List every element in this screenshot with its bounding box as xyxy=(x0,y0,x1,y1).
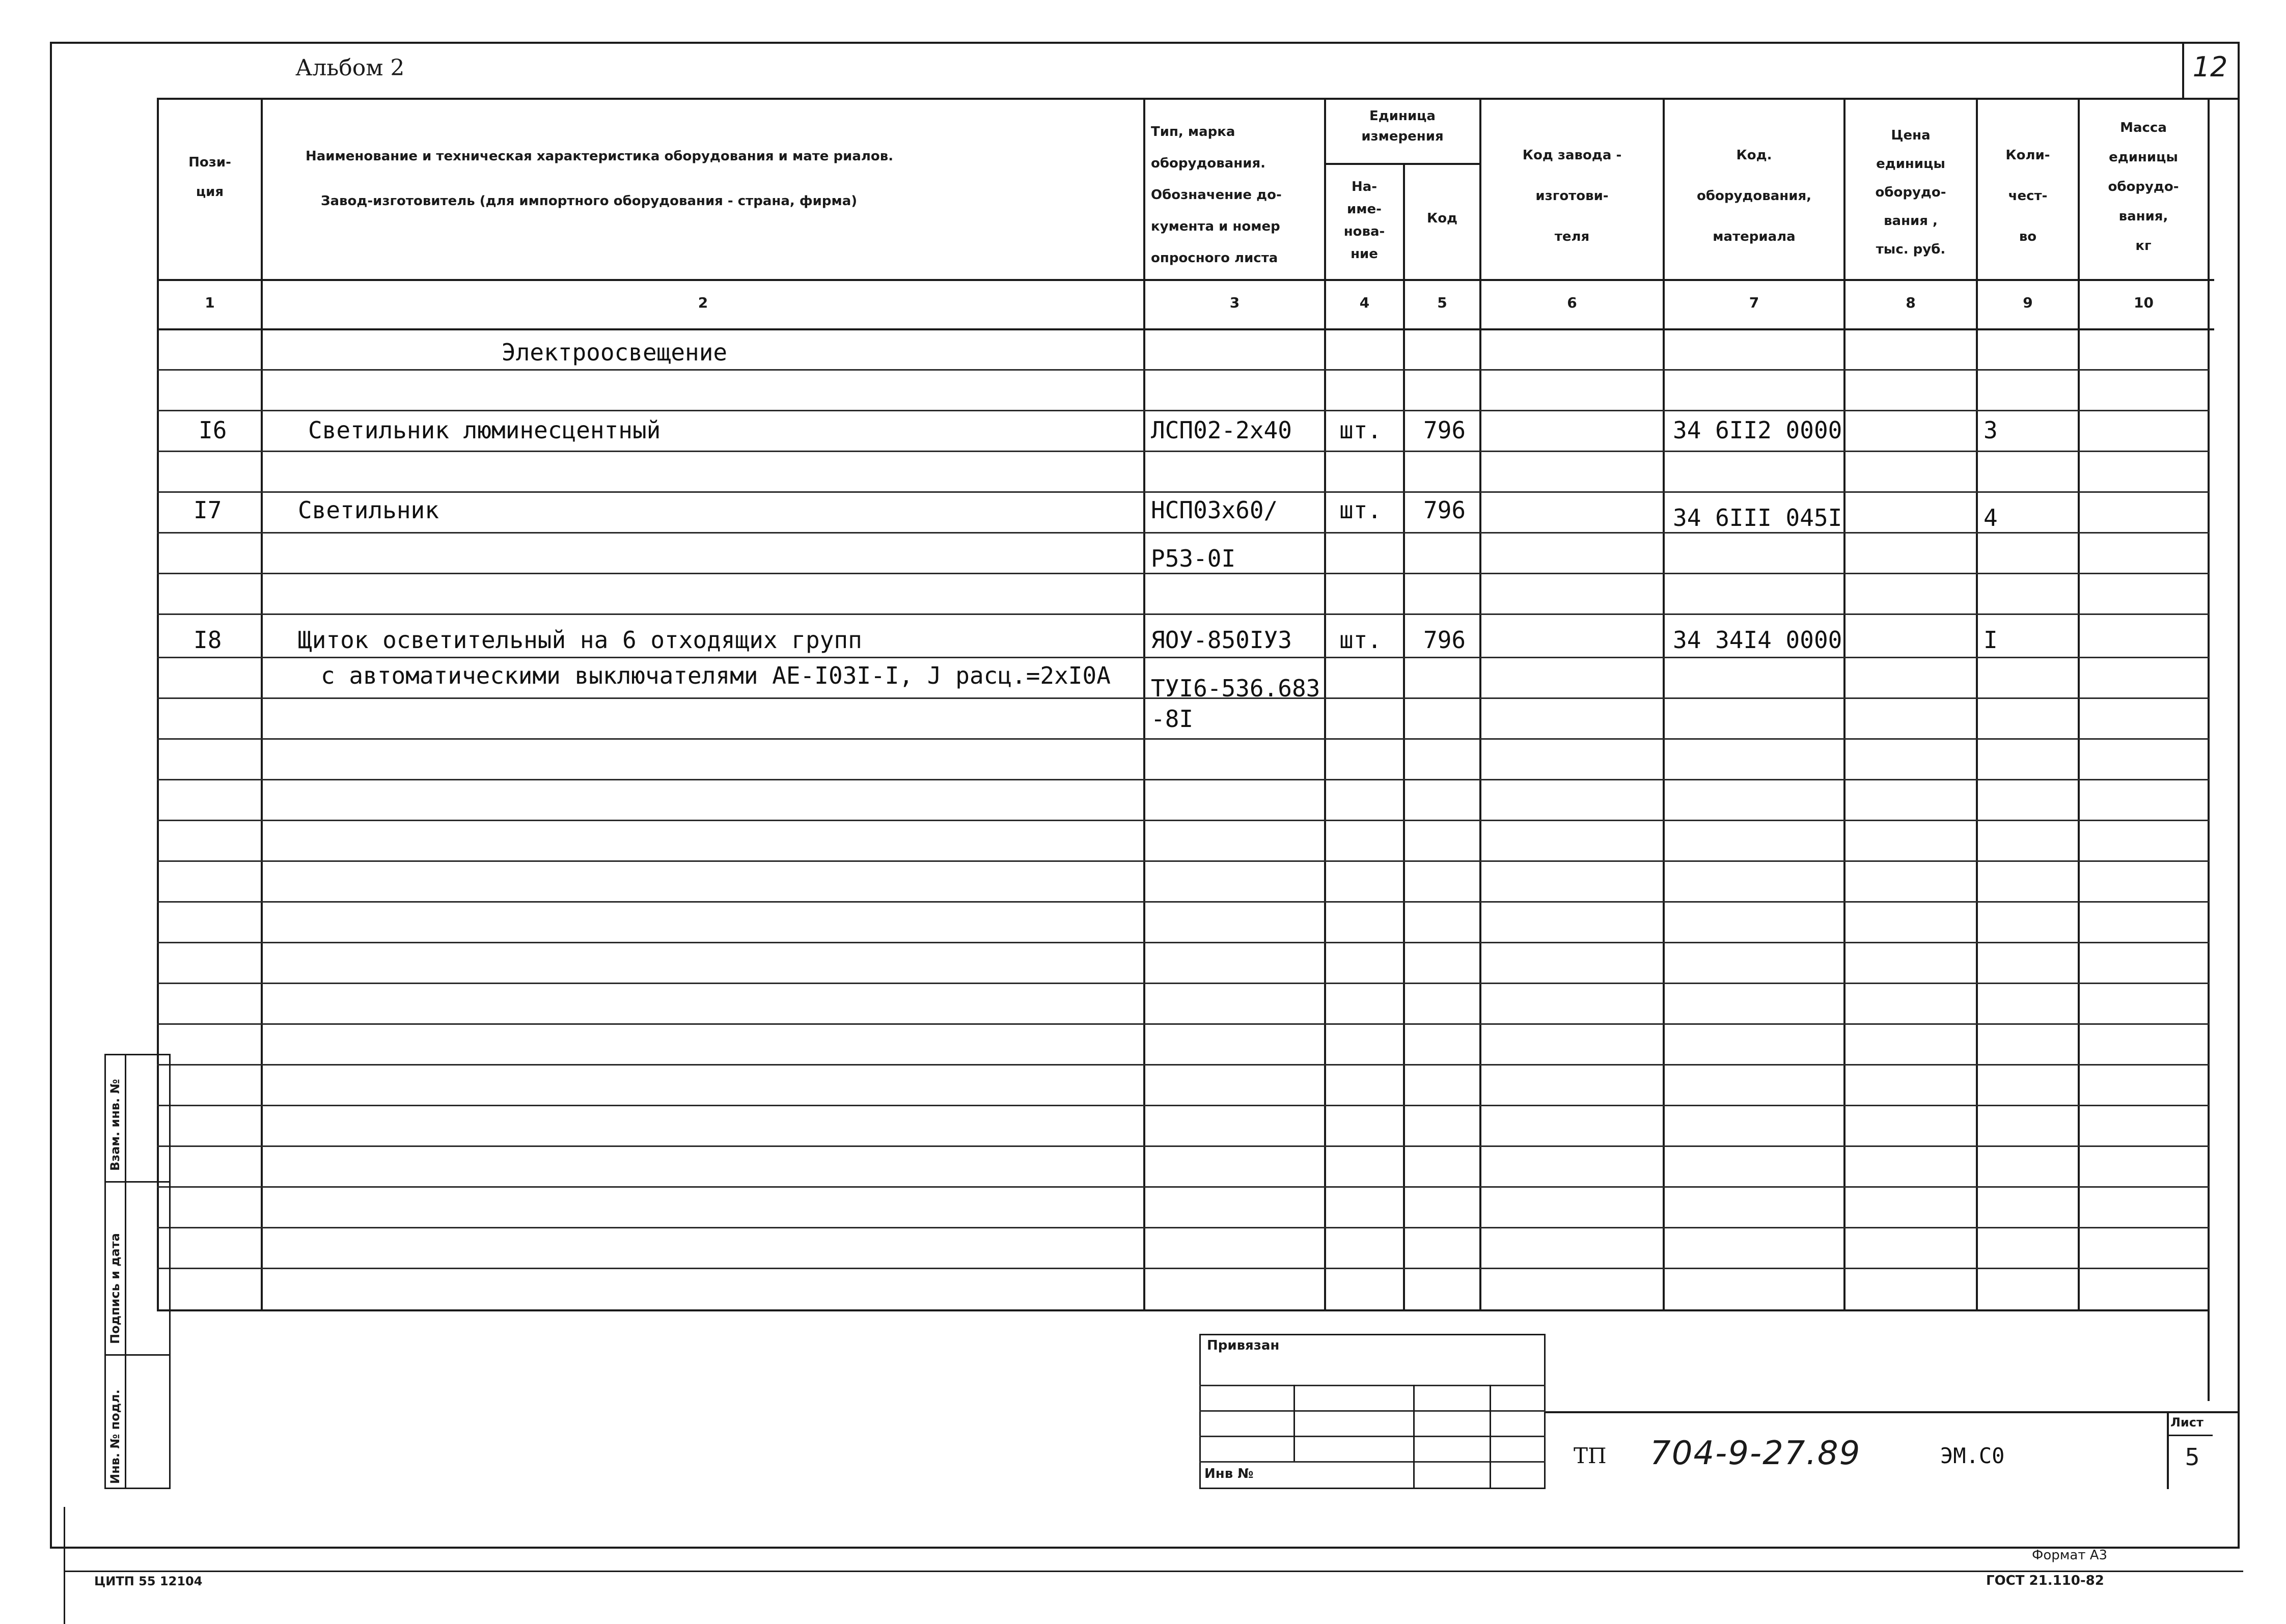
row-line xyxy=(157,738,2209,740)
footer-gost: ГОСТ 21.110-82 xyxy=(1986,1573,2104,1588)
row-i6-unit: шт. xyxy=(1339,416,1382,444)
row-i8-type2: ТУI6-536.683 xyxy=(1151,675,1320,702)
numbers-bottom-line xyxy=(157,328,2214,330)
row-line xyxy=(157,860,2209,862)
row-line xyxy=(157,1105,2209,1106)
unit-group-line xyxy=(1324,163,1479,165)
colnum-7: 7 xyxy=(1749,294,1759,311)
row-i7-type: НСП03х60/ xyxy=(1151,496,1278,524)
row-i6-equip-code: 34 6II2 0000 xyxy=(1673,416,1842,444)
page-number: 12 xyxy=(2192,51,2228,83)
row-line xyxy=(157,983,2209,984)
header-col2: Наименование и техническая характеристика оборудования и мате риалов. Завод-изготовитель (для импортного оборудования - страна, фирма) xyxy=(306,149,894,209)
row-i8-equip-code: 34 34I4 0000 xyxy=(1673,626,1842,654)
privyazan-line-4 xyxy=(1199,1461,1546,1463)
privyazan-line-2 xyxy=(1199,1410,1546,1412)
doc-number: 704-9-27.89 xyxy=(1650,1435,1861,1472)
row-i7-qty: 4 xyxy=(1984,504,1998,531)
row-line xyxy=(157,532,2209,534)
binding-line xyxy=(64,1507,65,1624)
header-col4: На- име- нова- ние xyxy=(1343,179,1385,262)
header-col6: Код завода - изготови- теля xyxy=(1522,148,1622,244)
row-i6-name: Светильник люминесцентный xyxy=(308,416,661,444)
row-line xyxy=(157,369,2209,371)
header-bottom-line xyxy=(157,279,2214,281)
col-line-6 xyxy=(1663,98,1665,1309)
col-line-2 xyxy=(1143,98,1145,1309)
header-col9: Коли- чест- во xyxy=(2005,148,2050,244)
list-divider xyxy=(2167,1411,2169,1489)
header-col10: Масса единицы оборудо- вания, кг xyxy=(2108,120,2179,254)
privyazan-vline-2 xyxy=(1413,1385,1415,1489)
col-line-4 xyxy=(1403,163,1405,1309)
header-col7: Код. оборудования, материала xyxy=(1696,148,1812,244)
row-i7-unit: шт. xyxy=(1339,496,1382,524)
col-line-9 xyxy=(2078,98,2080,1309)
side-podpis-label: Подпись и дата xyxy=(108,1233,122,1344)
row-line xyxy=(157,1145,2209,1147)
footer-format: Формат А3 xyxy=(2032,1548,2108,1563)
col-line-8 xyxy=(1976,98,1978,1309)
inv-no-label: Инв № xyxy=(1204,1466,1254,1481)
doc-suffix: ЭМ.С0 xyxy=(1940,1443,2005,1468)
col-line-1 xyxy=(261,98,263,1309)
row-i6-type: ЛСП02-2х40 xyxy=(1151,416,1292,444)
row-i7-equip-code: 34 6III 045I xyxy=(1673,504,1842,531)
list-value: 5 xyxy=(2185,1443,2200,1471)
row-line xyxy=(157,1064,2209,1066)
col-line-10 xyxy=(2208,98,2210,1401)
row-i8-code: 796 xyxy=(1423,626,1466,654)
row-line xyxy=(157,613,2209,615)
footer-left: ЦИТП 55 12104 xyxy=(94,1574,203,1588)
privyazan-vline-1 xyxy=(1293,1385,1295,1461)
title-block-top xyxy=(1546,1411,2240,1413)
colnum-4: 4 xyxy=(1359,294,1370,311)
row-line xyxy=(157,410,2209,411)
row-line xyxy=(157,491,2209,493)
row-line xyxy=(157,1186,2209,1188)
table-top-line xyxy=(157,98,2240,100)
colnum-1: 1 xyxy=(205,294,215,311)
row-i8-type: ЯОУ-850IУ3 xyxy=(1151,626,1292,654)
row-i8-type3: -8I xyxy=(1151,705,1194,733)
header-unit-group: Единица измерения xyxy=(1361,108,1444,144)
page-number-divider xyxy=(2182,42,2184,98)
header-col8: Цена единицы оборудо- вания , тыс. руб. xyxy=(1875,128,1946,257)
row-i8-name: Щиток осветительный на 6 отходящих групп xyxy=(298,626,862,654)
list-label: Лист xyxy=(2170,1415,2204,1430)
table-bottom-line xyxy=(157,1309,2209,1311)
side-stamp-line-2 xyxy=(104,1354,171,1356)
header-col5: Код xyxy=(1426,211,1458,226)
list-line xyxy=(2167,1435,2213,1436)
row-i7-type2: Р53-0I xyxy=(1151,545,1236,572)
row-i8-pos: I8 xyxy=(194,626,222,654)
privyazan-line-3 xyxy=(1199,1436,1546,1437)
row-i8-qty: I xyxy=(1984,626,1998,654)
row-line xyxy=(157,901,2209,903)
row-line xyxy=(157,1023,2209,1025)
colnum-6: 6 xyxy=(1567,294,1577,311)
section-title: Электроосвещение xyxy=(502,339,728,366)
col-line-3 xyxy=(1324,98,1326,1309)
row-i8-name2: с автоматическими выключателями АЕ-I03I-I, J расц.=2хI0А xyxy=(321,662,1111,689)
colnum-8: 8 xyxy=(1906,294,1916,311)
row-i7-pos: I7 xyxy=(194,496,222,524)
privyazan-vline-3 xyxy=(1490,1385,1491,1489)
row-line xyxy=(157,657,2209,658)
row-i7-code: 796 xyxy=(1423,496,1466,524)
side-stamp-line-1 xyxy=(104,1181,171,1183)
colnum-9: 9 xyxy=(2023,294,2033,311)
header-col1: Пози- ция xyxy=(188,155,231,200)
colnum-10: 10 xyxy=(2134,294,2154,311)
col-line-7 xyxy=(1843,98,1846,1309)
row-i6-qty: 3 xyxy=(1984,416,1998,444)
tp-label: ТП xyxy=(1574,1443,1607,1468)
side-vzam-label: Взам. инв. № xyxy=(108,1079,122,1171)
side-stamp-vline xyxy=(125,1054,126,1489)
col-line-5 xyxy=(1479,98,1481,1309)
colnum-5: 5 xyxy=(1437,294,1447,311)
header-col3: Тип, марка оборудования. Обозначение до- кумента и номер опросного листа xyxy=(1151,124,1282,266)
row-line xyxy=(157,573,2209,574)
row-i8-unit: шт. xyxy=(1339,626,1382,654)
row-line xyxy=(157,1268,2209,1269)
privyazan-line-1 xyxy=(1199,1385,1546,1386)
row-i6-code: 796 xyxy=(1423,416,1466,444)
side-inv-label: Инв. № подл. xyxy=(108,1389,122,1484)
colnum-2: 2 xyxy=(698,294,708,311)
row-line xyxy=(157,451,2209,452)
row-i7-name: Светильник xyxy=(298,496,439,524)
colnum-3: 3 xyxy=(1229,294,1240,311)
row-line xyxy=(157,942,2209,943)
album-label: Альбом 2 xyxy=(295,55,405,81)
row-line xyxy=(157,779,2209,780)
row-line xyxy=(157,1227,2209,1228)
row-line xyxy=(157,820,2209,821)
privyazan-label: Привязан xyxy=(1207,1338,1280,1353)
row-i6-pos: I6 xyxy=(199,416,227,444)
binding-bottom xyxy=(64,1571,2243,1572)
